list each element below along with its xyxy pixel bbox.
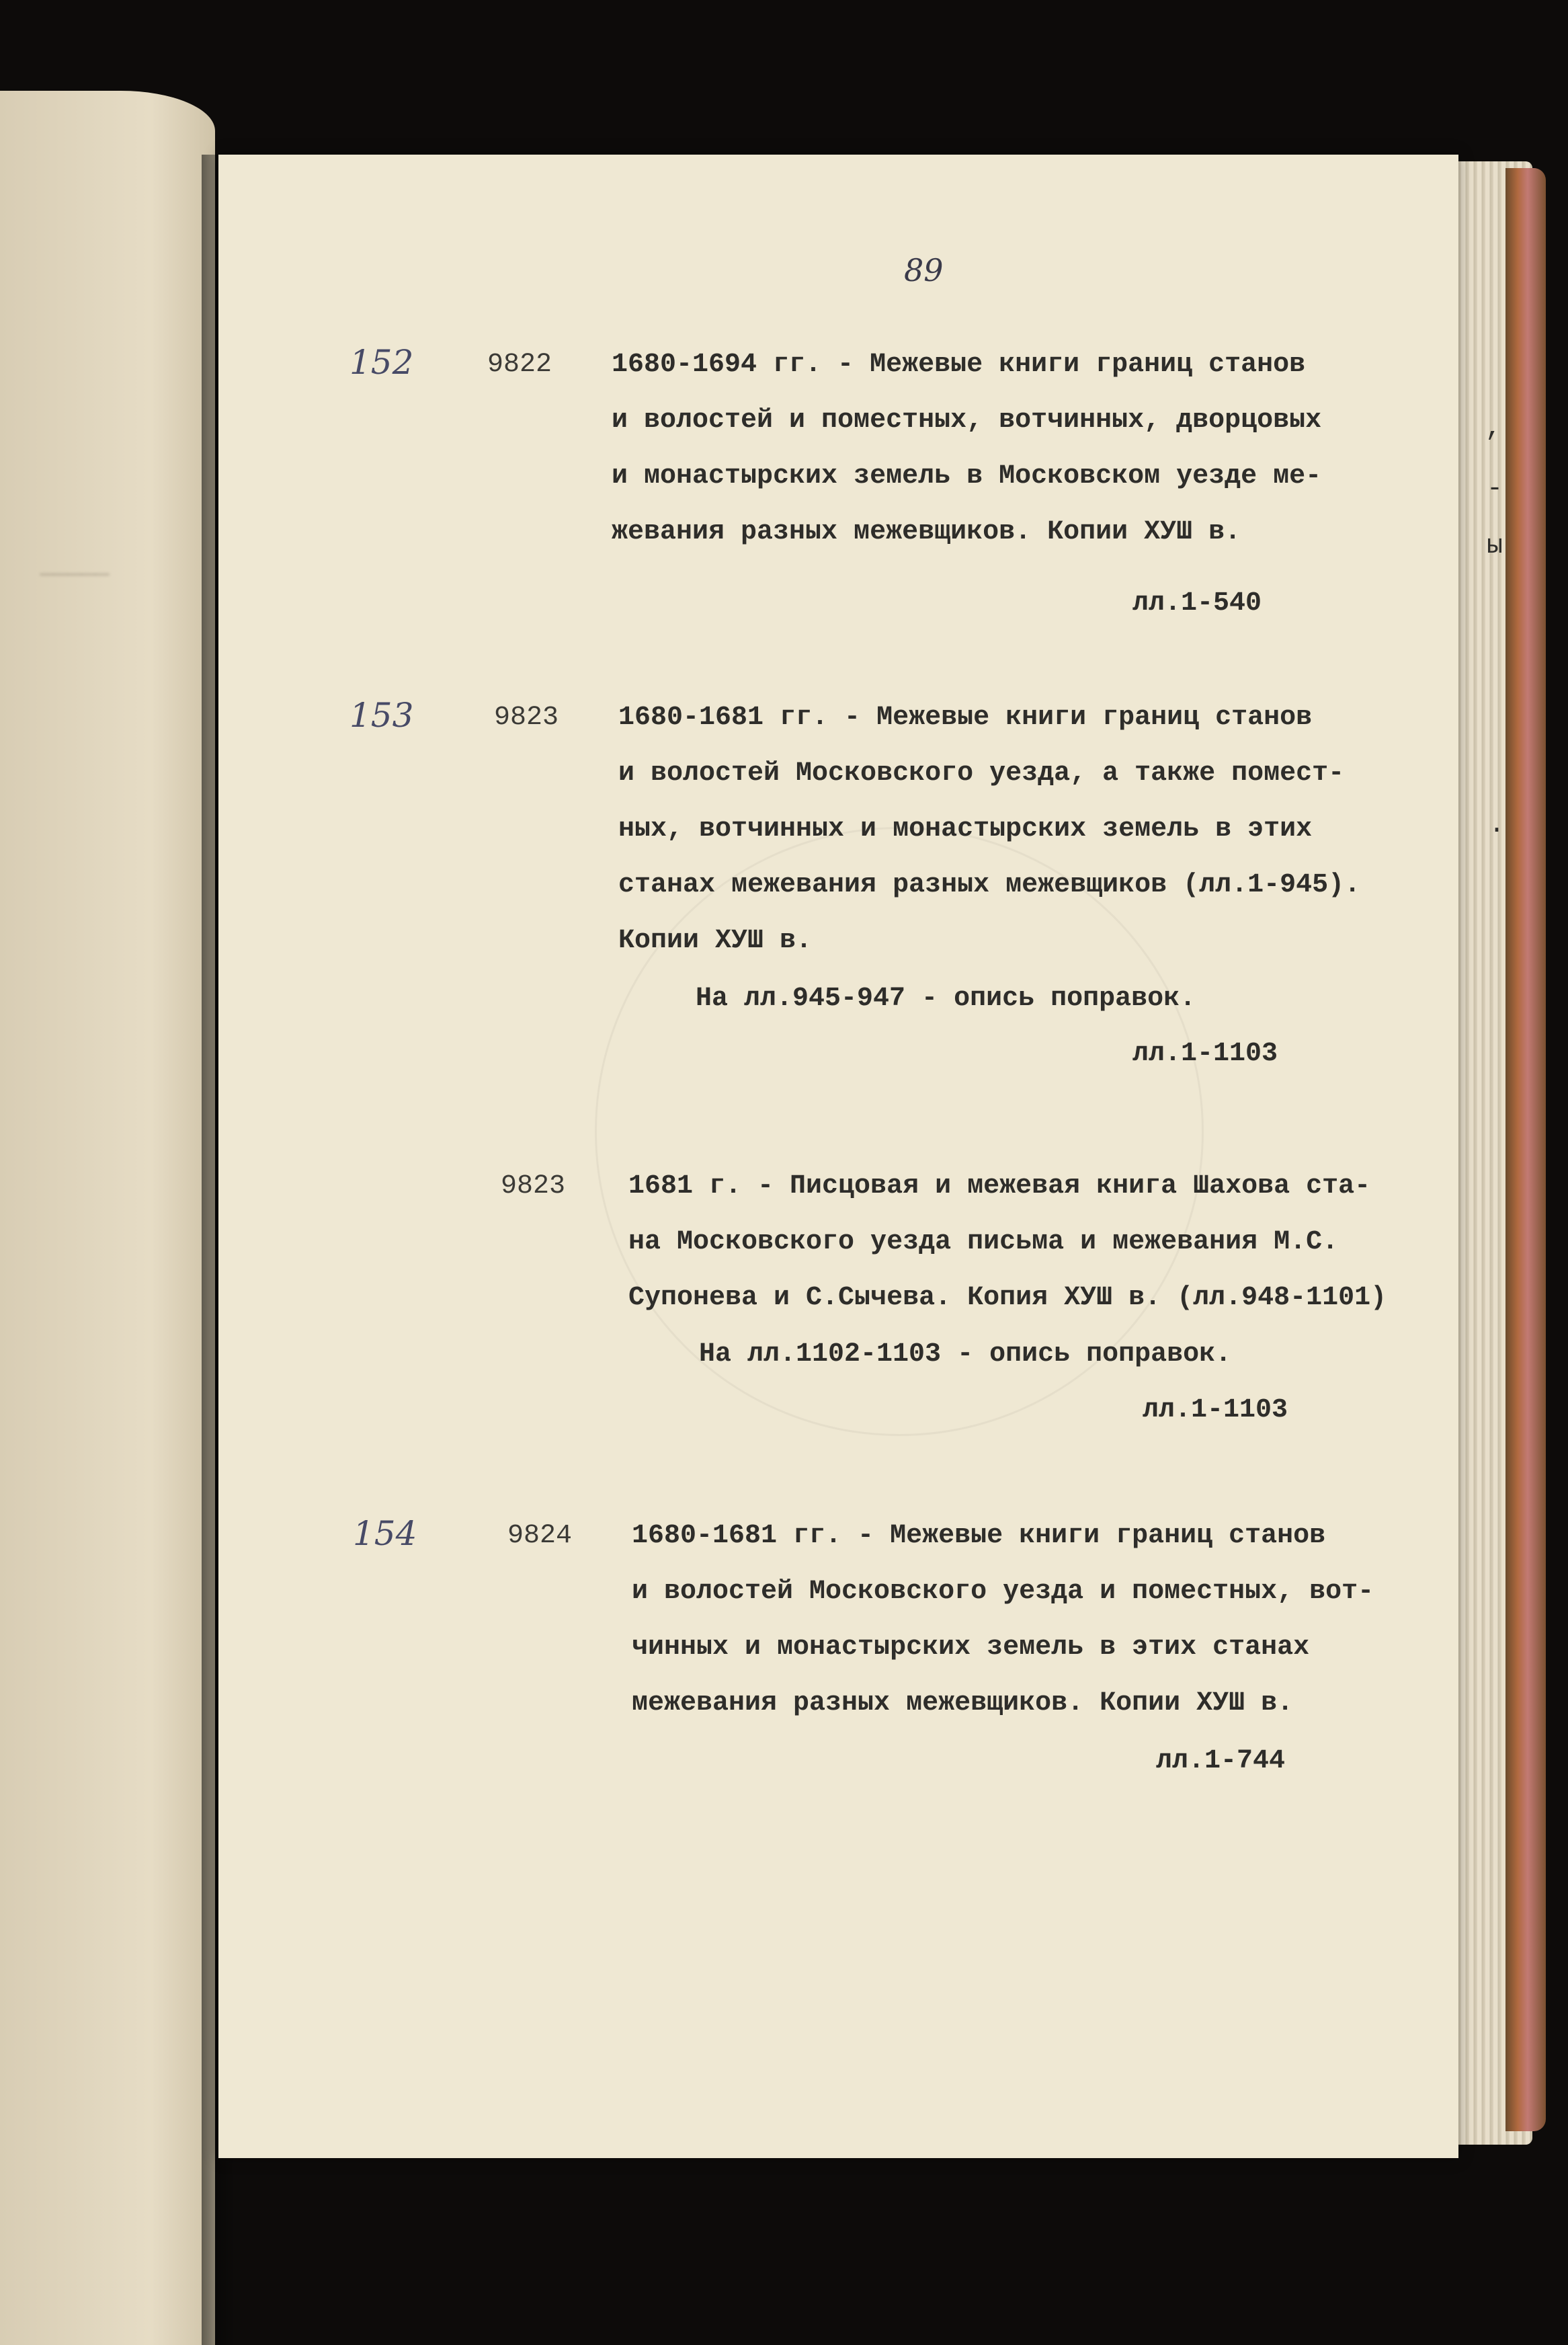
- catalog-code: 9822: [487, 350, 552, 380]
- entry-line: и волостей Московского уезда и поместных, вот-: [632, 1577, 1374, 1607]
- entry-line: 1680-1681 гг. - Межевые книги границ станов: [632, 1521, 1326, 1551]
- margin-number: 154: [353, 1514, 417, 1553]
- sheet-reference: лл.1-1103: [1132, 1039, 1278, 1069]
- margin-number: 152: [349, 343, 414, 382]
- entry-line: 1680-1694 гг. - Межевые книги границ станов: [612, 350, 1306, 380]
- edge-mark: ы: [1487, 531, 1503, 561]
- entry-line: Супонева и С.Сычева. Копия ХУШ в. (лл.948-1101): [628, 1283, 1387, 1313]
- entry-line: 1681 г. - Писцовая и межевая книга Шахова ста-: [628, 1171, 1371, 1201]
- entry-line: ных, вотчинных и монастырских земель в этих: [618, 814, 1313, 844]
- entry-note: На лл.945-947 - опись поправок.: [696, 984, 1196, 1014]
- left-page: [0, 91, 215, 2345]
- entry-line: чинных и монастырских земель в этих станах: [632, 1632, 1310, 1663]
- catalog-code: 9823: [501, 1171, 566, 1201]
- page-number: 89: [904, 252, 944, 288]
- catalog-code: 9823: [494, 703, 559, 733]
- entry-line: станах межевания разных межевщиков (лл.1-945).: [618, 870, 1361, 900]
- sheet-reference: лл.1-744: [1156, 1746, 1286, 1776]
- entry-line: межевания разных межевщиков. Копии ХУШ в.: [632, 1688, 1294, 1718]
- entry-line: 1680-1681 гг. - Межевые книги границ станов: [618, 703, 1313, 733]
- sheet-reference: лл.1-540: [1132, 588, 1262, 619]
- book-binding: [1505, 168, 1546, 2131]
- edge-mark: ,: [1485, 413, 1502, 444]
- left-page-bleed-text: ─────: [40, 561, 110, 588]
- entry-line: и волостей Московского уезда, а также помест-: [618, 758, 1345, 789]
- entry-line: и волостей и поместных, вотчинных, дворцовых: [612, 405, 1322, 436]
- entry-line: на Московского уезда письма и межевания М.С.: [628, 1227, 1339, 1257]
- catalog-code: 9824: [507, 1521, 573, 1551]
- entry-line: жевания разных межевщиков. Копии ХУШ в.: [612, 517, 1241, 547]
- margin-number: 153: [349, 696, 414, 735]
- sheet-reference: лл.1-1103: [1143, 1395, 1288, 1425]
- entry-line: Копии ХУШ в.: [618, 926, 813, 956]
- entry-line: и монастырских земель в Московском уезде ме-: [612, 461, 1322, 491]
- document-page: [218, 155, 1458, 2158]
- entry-note: На лл.1102-1103 - опись поправок.: [699, 1339, 1232, 1369]
- edge-mark: .: [1489, 810, 1505, 840]
- edge-mark: -: [1487, 474, 1503, 504]
